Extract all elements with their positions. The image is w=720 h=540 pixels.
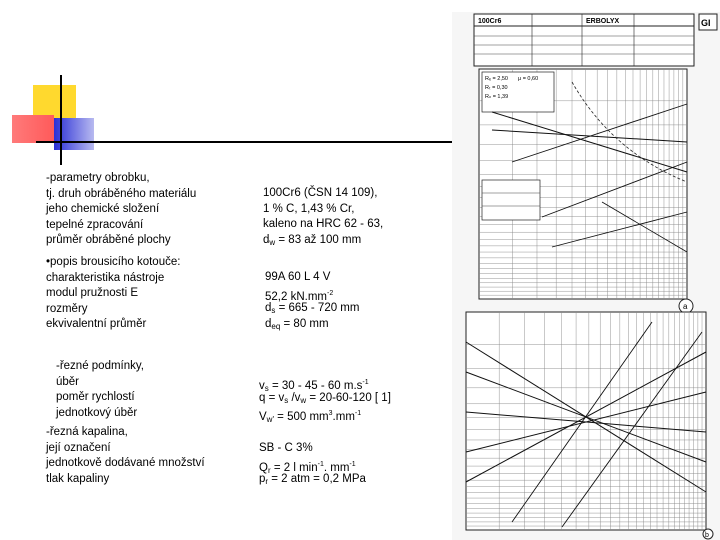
composition-value: 1 % C, 1,43 % Cr, [263, 202, 355, 215]
deco-vertical-rule [60, 75, 62, 165]
workpiece-composition-label: jeho chemické složení [46, 203, 160, 215]
cutting-ratio-label: poměr rychlostí [56, 391, 135, 403]
workpiece-diameter-label: průměr obráběné plochy [46, 234, 171, 246]
wheel-heading: •popis brousicího kotouče: [46, 256, 181, 268]
workpiece-labels [46, 171, 196, 249]
chart-logo: GI [701, 18, 711, 28]
chart-header-title: 100Cr6 [478, 18, 502, 25]
unit-removal-value: $V_{w'} = 500$ $mm^3.mm^{-1}$ [259, 410, 362, 424]
chart-header-table [474, 14, 694, 66]
chart-panel-a [479, 69, 693, 313]
workpiece-heading: -parametry obrobku, [46, 172, 150, 184]
chart-legend-line-2: Rₜ = 0,30 [485, 85, 508, 91]
wheel-eq-label: ekvivalentní průměr [46, 318, 147, 330]
chart-label-a: a [683, 302, 688, 311]
chart-panel-b [466, 312, 713, 539]
workpiece-values [263, 186, 383, 248]
ratio-value: $q = v_s$ $/v_w = 20-60-120$ [ 1] [259, 391, 391, 405]
fluid-flow-value: $Q_r = 2$ l $\min^{-1}$. $mm^{-1}$ [259, 460, 356, 475]
cutting-heading: -řezné podmínky, [56, 360, 144, 372]
wheel-labels [46, 255, 180, 333]
fluid-pressure-value: $p_r = 2$ atm = 0,2 MPa [259, 473, 366, 486]
wheel-eq-value: $d_{eq} = 80$ mm [265, 317, 329, 331]
fluid-name-label: její označení [46, 441, 111, 454]
fluid-labels [46, 425, 205, 487]
wheel-values [265, 270, 359, 332]
cutting-unit-label: jednotkový úběr [56, 406, 138, 419]
chart-legend-line-1: Rₑ = 2,50 [485, 76, 508, 82]
cutting-labels [56, 359, 144, 421]
grinding-nomogram-chart [452, 12, 720, 540]
wheel-size-label: rozměry [46, 302, 88, 315]
fluid-heading: -řezná kapalina, [46, 426, 128, 438]
wheel-spec-value: 99A 60 L 4 V [265, 271, 331, 283]
wheel-size-value: $d_s = 665 - 720$ mm [265, 302, 360, 315]
workpiece-material-label: tj. druh obráběného materiálu [46, 187, 197, 200]
cutting-values [259, 375, 391, 422]
cutting-removal-label: úběr [56, 375, 80, 388]
workpiece-heat-label: tepelné zpracování [46, 218, 144, 231]
wheel-spec-label: charakteristika nástroje [46, 271, 165, 284]
chart-legend-line-3: Rₙ = 1,39 [485, 94, 509, 100]
deco-red-square [12, 115, 54, 143]
chart-label-b: b [705, 532, 709, 539]
speed-value: $v_s = 30 - 45 - 60$ $m.s^{-1}$ [259, 379, 369, 393]
chart-header-code: ERBOLYX [586, 18, 620, 25]
wheel-modulus-label: modul pružnosti E [46, 287, 139, 299]
wheel-modulus-value: 52,2 $kN.mm^{-2}$ [265, 289, 334, 303]
chart-legend-line-4: μ = 0,60 [518, 76, 539, 82]
fluid-pressure-label: tlak kapaliny [46, 472, 110, 485]
diameter-value: $d_w = 83$ až 100 mm [263, 233, 362, 247]
heat-treatment-value: kaleno na HRC 62 - 63, [263, 218, 384, 230]
fluid-flow-label: jednotkově dodávané množství [46, 457, 205, 469]
deco-horizontal-rule [36, 141, 456, 143]
fluid-name-value: SB - C 3% [259, 442, 313, 454]
material-value: 100Cr6 (ČSN 14 109), [263, 187, 378, 199]
fluid-values [259, 441, 366, 488]
